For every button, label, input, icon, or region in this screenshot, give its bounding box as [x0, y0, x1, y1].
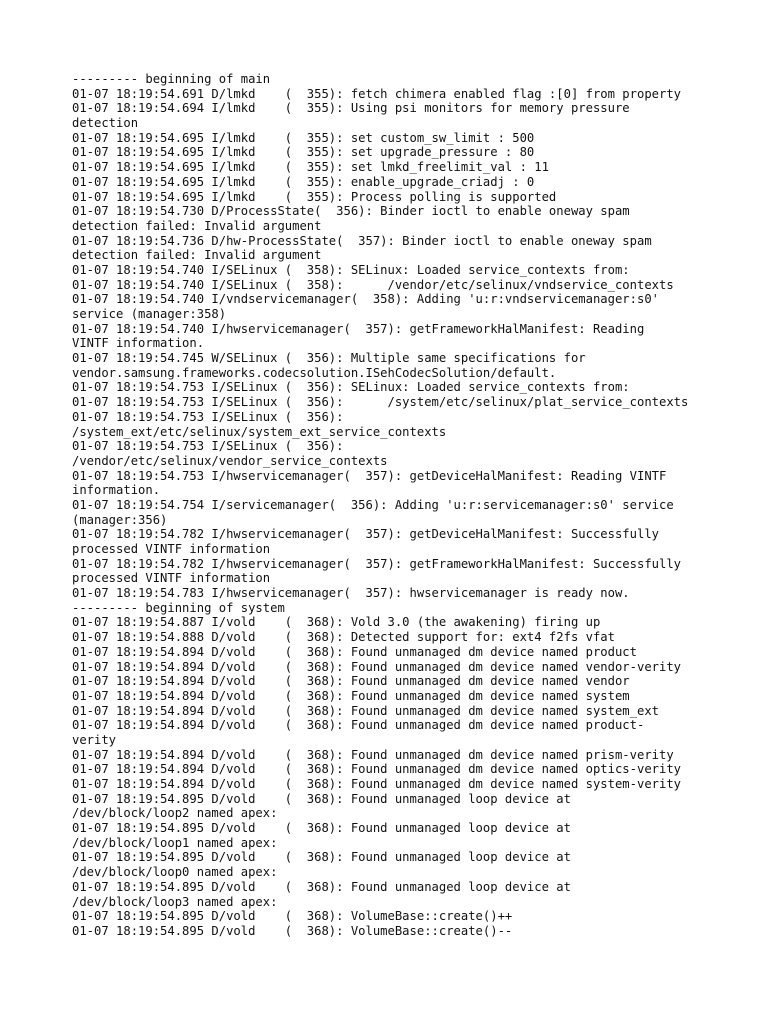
log-line: 01-07 18:19:54.894 D/vold ( 368): Found unmanaged dm device named prism-verity — [72, 747, 674, 762]
log-line: --------- beginning of system — [72, 600, 285, 615]
log-line: /system_ext/etc/selinux/system_ext_service_contexts — [72, 424, 447, 439]
log-line: detection — [72, 116, 139, 131]
log-line: 01-07 18:19:54.894 D/vold ( 368): Found unmanaged dm device named system — [72, 688, 630, 703]
log-line: 01-07 18:19:54.753 I/SELinux ( 356): /system/etc/selinux/plat_service_contexts — [72, 395, 689, 410]
log-line: /dev/block/loop2 named apex: — [72, 806, 278, 821]
log-text-block — [72, 72, 712, 939]
log-line: 01-07 18:19:54.753 I/SELinux ( 356): SELinux: Loaded service_contexts from: — [72, 380, 630, 395]
log-line: 01-07 18:19:54.695 I/lmkd ( 355): enable_upgrade_criadj : 0 — [72, 174, 535, 189]
log-line: 01-07 18:19:54.740 I/hwservicemanager( 357): getFrameworkHalManifest: Reading — [72, 321, 645, 336]
log-line: /dev/block/loop3 named apex: — [72, 894, 278, 909]
log-line: 01-07 18:19:54.740 I/SELinux ( 358): /vendor/etc/selinux/vndservice_contexts — [72, 277, 674, 292]
log-line: 01-07 18:19:54.895 D/vold ( 368): Found unmanaged loop device at — [72, 791, 571, 806]
log-line: service (manager:358) — [72, 307, 227, 321]
log-line: 01-07 18:19:54.753 I/SELinux ( 356): — [72, 439, 344, 454]
log-line: 01-07 18:19:54.730 D/ProcessState( 356): Binder ioctl to enable oneway spam — [72, 204, 630, 219]
log-line: detection failed: Invalid argument — [72, 248, 322, 263]
log-line: 01-07 18:19:54.695 I/lmkd ( 355): set custom_sw_limit : 500 — [72, 130, 535, 145]
log-line: 01-07 18:19:54.894 D/vold ( 368): Found unmanaged dm device named vendor-verity — [72, 659, 682, 674]
log-line: /dev/block/loop0 named apex: — [72, 865, 278, 880]
log-line: verity — [72, 732, 117, 747]
log-line: 01-07 18:19:54.695 I/lmkd ( 355): set upgrade_pressure : 80 — [72, 145, 535, 160]
log-line: 01-07 18:19:54.753 I/SELinux ( 356): — [72, 409, 344, 424]
log-line: 01-07 18:19:54.695 I/lmkd ( 355): Process polling is supported — [72, 189, 557, 204]
log-line: 01-07 18:19:54.894 D/vold ( 368): Found unmanaged dm device named optics-verity — [72, 762, 682, 777]
log-line: 01-07 18:19:54.894 D/vold ( 368): Found unmanaged dm device named system-verity — [72, 777, 682, 791]
log-line: 01-07 18:19:54.754 I/servicemanager( 356): Adding 'u:r:servicemanager:s0' service — [72, 497, 674, 512]
log-line: 01-07 18:19:54.736 D/hw-ProcessState( 357): Binder ioctl to enable oneway spam — [72, 233, 652, 248]
log-line: detection failed: Invalid argument — [72, 218, 322, 233]
log-line: 01-07 18:19:54.782 I/hwservicemanager( 357): getFrameworkHalManifest: Successfully — [72, 556, 682, 571]
log-line: information. — [72, 483, 161, 498]
log-line: 01-07 18:19:54.894 D/vold ( 368): Found unmanaged dm device named vendor — [72, 674, 630, 689]
log-line: VINTF information. — [72, 336, 205, 351]
log-line: processed VINTF information — [72, 542, 271, 556]
log-line: 01-07 18:19:54.895 D/vold ( 368): VolumeBase::create()++ — [72, 909, 513, 924]
log-line: 01-07 18:19:54.894 D/vold ( 368): Found unmanaged dm device named system_ext — [72, 703, 659, 718]
log-line: /dev/block/loop1 named apex: — [72, 835, 278, 850]
log-line: 01-07 18:19:54.695 I/lmkd ( 355): set lmkd_freelimit_val : 11 — [72, 160, 549, 175]
log-line: 01-07 18:19:54.782 I/hwservicemanager( 357): getDeviceHalManifest: Successfully — [72, 527, 659, 542]
log-line: 01-07 18:19:54.895 D/vold ( 368): VolumeBase::create()-- — [72, 923, 513, 938]
log-line: --------- beginning of main — [72, 72, 271, 86]
log-line: 01-07 18:19:54.894 D/vold ( 368): Found unmanaged dm device named product- — [72, 718, 645, 733]
log-line: 01-07 18:19:54.745 W/SELinux ( 356): Multiple same specifications for — [72, 351, 586, 366]
log-line: 01-07 18:19:54.887 I/vold ( 368): Vold 3.0 (the awakening) firing up — [72, 615, 601, 630]
log-line: processed VINTF information — [72, 571, 271, 586]
log-line: 01-07 18:19:54.753 I/hwservicemanager( 357): getDeviceHalManifest: Reading VINTF — [72, 468, 667, 483]
log-line: 01-07 18:19:54.740 I/vndservicemanager( 358): Adding 'u:r:vndservicemanager:s0' — [72, 292, 659, 307]
log-line: /vendor/etc/selinux/vendor_service_contexts — [72, 453, 388, 468]
log-line: (manager:356) — [72, 512, 168, 527]
log-line: 01-07 18:19:54.894 D/vold ( 368): Found unmanaged dm device named product — [72, 644, 637, 659]
log-line: 01-07 18:19:54.691 D/lmkd ( 355): fetch chimera enabled flag :[0] from property — [72, 86, 682, 101]
log-line: vendor.samsung.frameworks.codecsolution.ISehCodecSolution/default. — [72, 365, 557, 380]
log-line: 01-07 18:19:54.895 D/vold ( 368): Found unmanaged loop device at — [72, 879, 571, 894]
log-line: 01-07 18:19:54.694 I/lmkd ( 355): Using psi monitors for memory pressure — [72, 101, 630, 116]
log-line: 01-07 18:19:54.740 I/SELinux ( 358): SELinux: Loaded service_contexts from: — [72, 262, 630, 277]
log-line: 01-07 18:19:54.888 D/vold ( 368): Detected support for: ext4 f2fs vfat — [72, 630, 615, 645]
log-line: 01-07 18:19:54.895 D/vold ( 368): Found unmanaged loop device at — [72, 850, 571, 865]
log-line: 01-07 18:19:54.783 I/hwservicemanager( 357): hwservicemanager is ready now. — [72, 586, 630, 601]
log-line: 01-07 18:19:54.895 D/vold ( 368): Found unmanaged loop device at — [72, 821, 571, 836]
